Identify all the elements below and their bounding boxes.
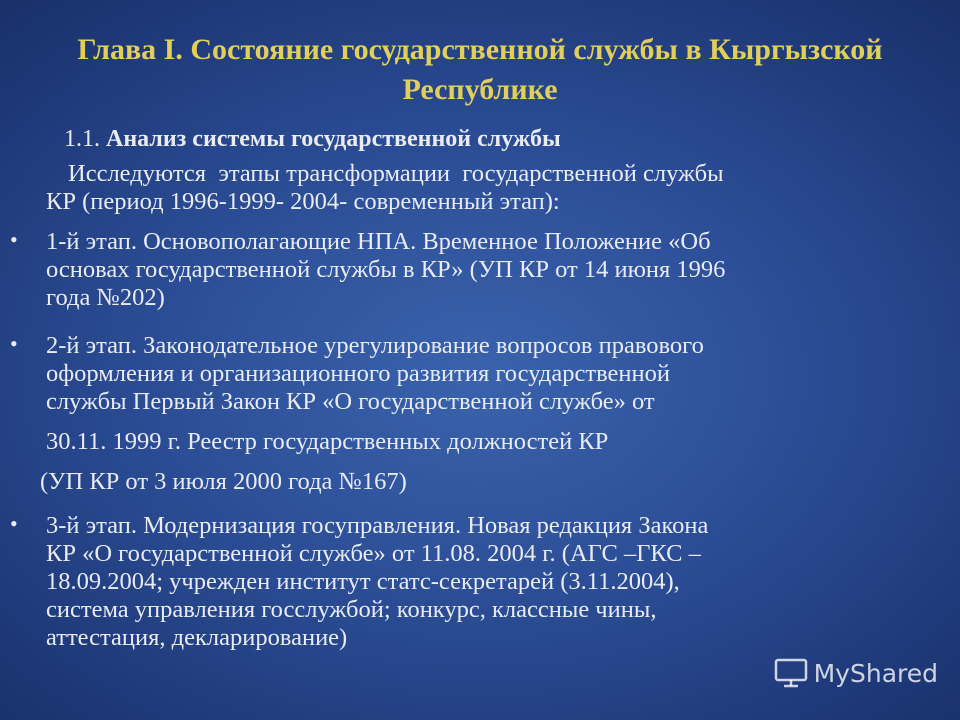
stage3-line: 3-й этап. Модернизация госуправления. Новая редакция Закона bbox=[46, 512, 709, 539]
stage3-line: КР «О государственной службе» от 11.08. 2004 г. (АГС –ГКС – bbox=[46, 540, 701, 567]
stage1-line: 1-й этап. Основополагающие НПА. Временное Положение «Об bbox=[46, 228, 711, 255]
stage2-line: оформления и организационного развития государственной bbox=[46, 360, 670, 387]
intro-line: КР (период 1996-1999- 2004- современный этап): bbox=[46, 188, 560, 215]
bullet-marker: • bbox=[10, 331, 18, 356]
section-number: 1.1. bbox=[64, 126, 100, 152]
slide-title: Глава I. Состояние государственной службы в Кыргызской Республике bbox=[77, 33, 883, 106]
stage2-line: 30.11. 1999 г. Реестр государственных должностей КР bbox=[46, 428, 609, 455]
stage1-line: года №202) bbox=[46, 284, 165, 311]
watermark bbox=[774, 658, 938, 688]
stage2-line: (УП КР от 3 июля 2000 года №167) bbox=[40, 468, 407, 495]
intro-line: Исследуются этапы трансформации государственной службы bbox=[68, 160, 724, 187]
stage3-line: 18.09.2004; учрежден институт статс-секретарей (3.11.2004), bbox=[46, 568, 680, 595]
section-title: Анализ системы государственной службы bbox=[106, 126, 561, 152]
watermark-text: MyShared bbox=[813, 658, 938, 688]
bullet-marker: • bbox=[10, 227, 18, 252]
stage2-line: службы Первый Закон КР «О государственной службе» от bbox=[46, 388, 655, 415]
section-heading bbox=[64, 124, 561, 154]
stage2-line: 2-й этап. Законодательное урегулирование вопросов правового bbox=[46, 332, 704, 359]
stage1-line: основах государственной службы в КР» (УП КР от 14 июня 1996 bbox=[46, 256, 726, 283]
presentation-icon bbox=[774, 658, 808, 688]
bullet-marker: • bbox=[10, 511, 18, 536]
stage3-line: аттестация, декларирование) bbox=[46, 624, 348, 651]
stage3-line: система управления госслужбой; конкурс, классные чины, bbox=[46, 596, 657, 623]
